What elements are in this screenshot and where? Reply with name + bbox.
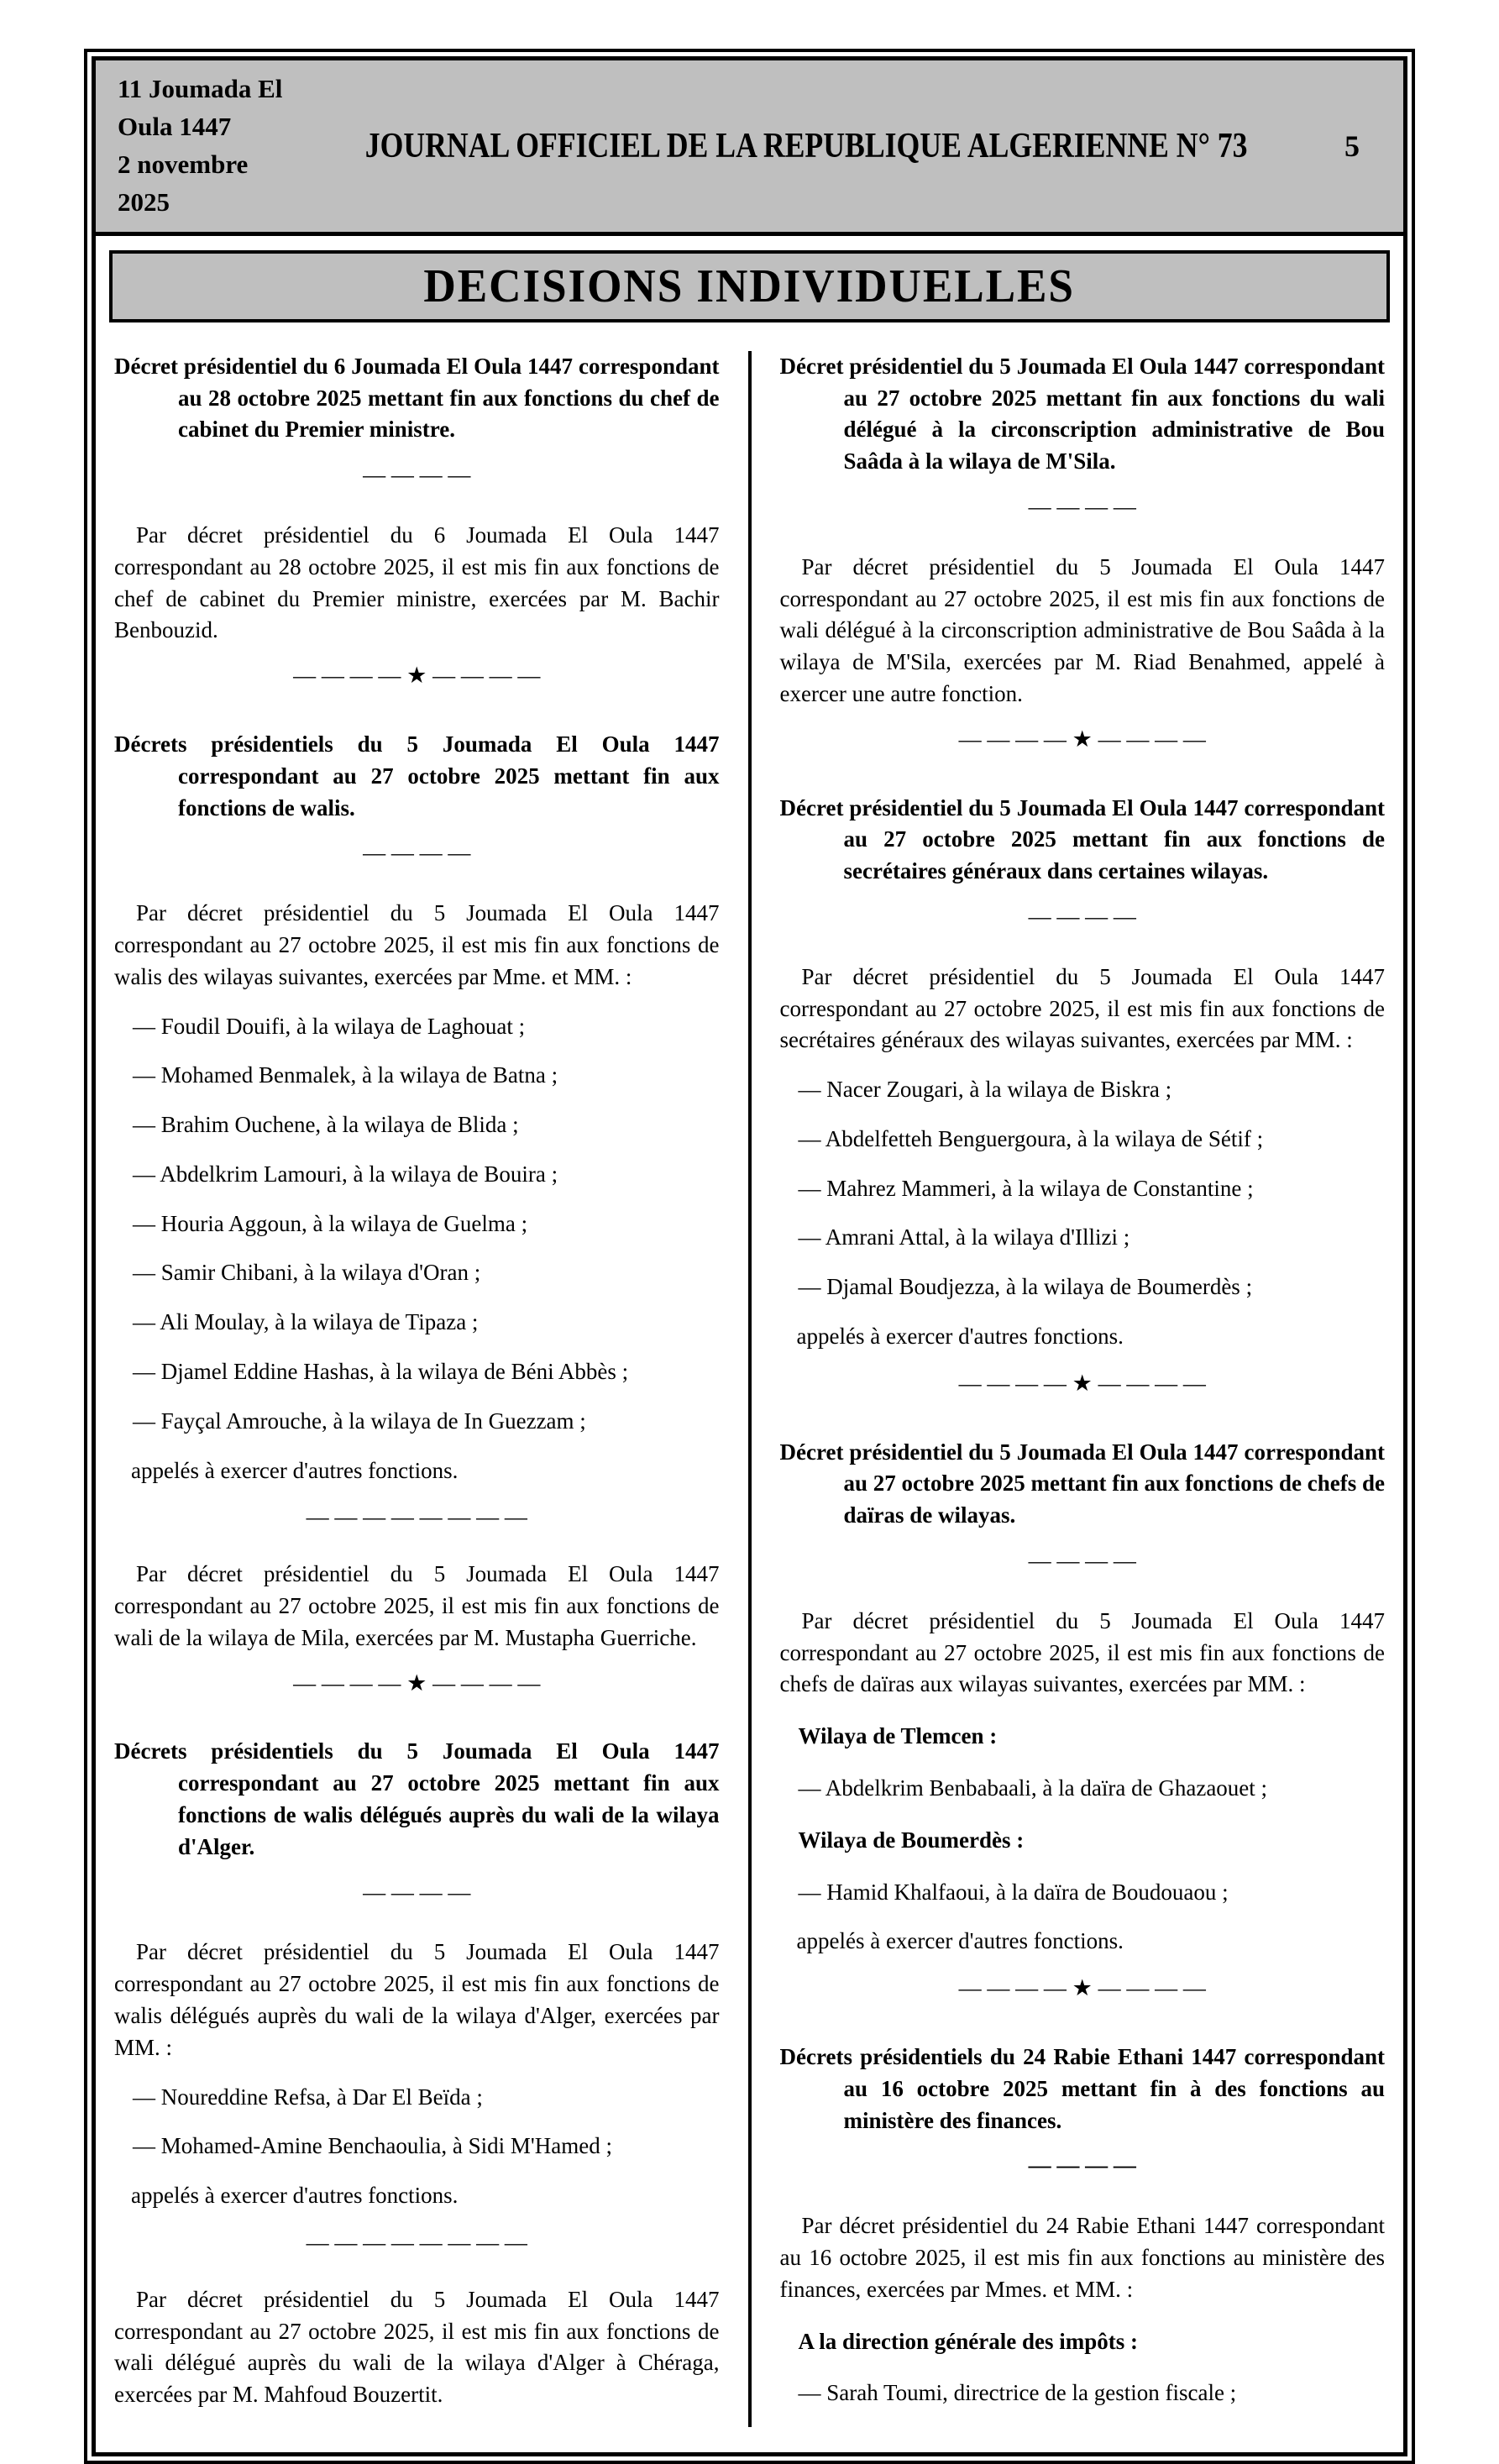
decree-heading: Décret présidentiel du 5 Joumada El Oula 1447 correspondant au 27 octobre 2025 mettant fin aux fonctions du wali délégué à la circonscription administrative de Bou Saâda à la wilaya de M'Sila. [779, 353, 1385, 474]
list-item: — Nacer Zougari, à la wilaya de Biskra ; [798, 1077, 1172, 1103]
separator-star: — — — — ★ — — — — [958, 726, 1206, 752]
decree-heading: Décrets présidentiels du 5 Joumada El Oula 1447 correspondant au 27 octobre 2025 mettant fin aux fonctions de walis délégués auprès du wali de la wilaya d'Alger. [114, 1738, 720, 1859]
journal-title: JOURNAL OFFICIEL DE LA REPUBLIQUE ALGERIENNE N° 73 [365, 126, 1248, 165]
closing-line: appelés à exercer d'autres fonctions. [131, 1457, 459, 1483]
decree-paragraph: Par décret présidentiel du 5 Joumada El Oula 1447 correspondant au 27 octobre 2025, il est mis fin aux fonctions de wali délégué à la circonscription administrative de Bou Saâda à la wilaya de M'Sila, exercées par M. Riad Benahmed, appelé à exercer une autre fonction. [779, 553, 1385, 706]
column-left [114, 351, 720, 2427]
list-item: — Hamid Khalfaoui, à la daïra de Boudouaou ; [798, 1879, 1229, 1905]
decree-heading: Décrets présidentiels du 5 Joumada El Oula 1447 correspondant au 27 octobre 2025 mettant fin aux fonctions de walis. [114, 731, 720, 820]
page-frame [84, 49, 1415, 2464]
list-item: — Noureddine Refsa, à Dar El Beïda ; [133, 2084, 483, 2110]
page-frame-inner [92, 56, 1407, 2456]
group-subheading: Wilaya de Tlemcen : [798, 1723, 998, 1749]
decree-heading: Décret présidentiel du 5 Joumada El Oula 1447 correspondant au 27 octobre 2025 mettant fin aux fonctions de secrétaires généraux dans certaines wilayas. [779, 794, 1385, 884]
separator-dashes-long: — — — — — — — — [306, 1504, 527, 1530]
list-item: — Abdelkrim Benbabaali, à la daïra de Ghazaouet ; [798, 1775, 1268, 1801]
decree-paragraph: Par décret présidentiel du 5 Joumada El Oula 1447 correspondant au 27 octobre 2025, il est mis fin aux fonctions de wali de la wilaya de Mila, exercées par M. Mustapha Guerriche. [114, 1561, 720, 1650]
separator-dashes: — — — — [363, 1879, 471, 1905]
list-item: — Ali Moulay, à la wilaya de Tipaza ; [133, 1309, 479, 1335]
list-item: — Djamel Eddine Hashas, à la wilaya de Béni Abbès ; [133, 1359, 629, 1385]
decree-heading: Décret présidentiel du 6 Joumada El Oula 1447 correspondant au 28 octobre 2025 mettant fin aux fonctions du chef de cabinet du Premier ministre. [114, 353, 720, 443]
list-item: — Foudil Douifi, à la wilaya de Laghouat ; [133, 1013, 526, 1039]
decree-heading: Décret présidentiel du 5 Joumada El Oula 1447 correspondant au 27 octobre 2025 mettant fin aux fonctions de chefs de daïras de wilayas. [779, 1439, 1385, 1528]
group-subheading: Wilaya de Boumerdès : [798, 1827, 1025, 1853]
separator-dashes: — — — — [1028, 1548, 1136, 1574]
list-item: — Mahrez Mammeri, à la wilaya de Constantine ; [798, 1175, 1254, 1201]
section-banner [109, 250, 1390, 322]
page-number: 5 [1344, 128, 1360, 163]
list-item: — Samir Chibani, à la wilaya d'Oran ; [133, 1260, 481, 1286]
decree-paragraph: Par décret présidentiel du 24 Rabie Ethani 1447 correspondant au 16 octobre 2025, il est mis fin aux fonctions au ministère des finances, exercées par Mmes. et MM. : [779, 2213, 1385, 2302]
separator-dashes: — — — — [1028, 493, 1136, 519]
closing-line: appelés à exercer d'autres fonctions. [796, 1928, 1124, 1954]
journal-title-wrap [287, 126, 1325, 166]
list-item: — Houria Aggoun, à la wilaya de Guelma ; [133, 1210, 528, 1236]
separator-dashes: — — — — [363, 462, 471, 488]
list-item: — Djamal Boudjezza, à la wilaya de Boumerdès ; [798, 1274, 1253, 1300]
decree-paragraph: Par décret présidentiel du 5 Joumada El Oula 1447 correspondant au 27 octobre 2025, il est mis fin aux fonctions de walis des wilayas suivantes, exercées par Mme. et MM. : [114, 900, 720, 989]
separator-dashes: — — — — [1028, 903, 1136, 929]
decree-paragraph: Par décret présidentiel du 5 Joumada El Oula 1447 correspondant au 27 octobre 2025, il est mis fin aux fonctions de secrétaires généraux des wilayas suivantes, exercées par MM. : [779, 963, 1385, 1053]
separator-star: — — — — ★ — — — — [293, 663, 541, 689]
group-subheading: A la direction générale des impôts : [798, 2328, 1138, 2354]
separator-star: — — — — ★ — — — — [958, 1975, 1206, 2001]
separator-star: — — — — ★ — — — — [293, 1670, 541, 1696]
decree-heading: Décrets présidentiels du 24 Rabie Ethani 1447 correspondant au 16 octobre 2025 mettant fin à des fonctions au ministère des finances. [779, 2044, 1385, 2133]
separator-dashes: — — — — [1028, 2152, 1136, 2178]
date-hijri: 11 Joumada El Oula 1447 [118, 74, 283, 141]
closing-line: appelés à exercer d'autres fonctions. [796, 1324, 1124, 1350]
column-right [780, 351, 1386, 2427]
page-header [96, 60, 1403, 236]
list-item: — Mohamed-Amine Benchaoulia, à Sidi M'Hamed ; [133, 2133, 612, 2159]
closing-line: appelés à exercer d'autres fonctions. [131, 2183, 459, 2209]
list-item: — Fayçal Amrouche, à la wilaya de In Guezzam ; [133, 1408, 586, 1434]
separator-dashes: — — — — [363, 840, 471, 866]
decree-paragraph: Par décret présidentiel du 5 Joumada El Oula 1447 correspondant au 27 octobre 2025, il est mis fin aux fonctions de walis délégués auprès du wali de la wilaya d'Alger, exercées par MM. : [114, 1939, 720, 2060]
column-divider [748, 351, 752, 2427]
decree-paragraph: Par décret présidentiel du 6 Joumada El Oula 1447 correspondant au 28 octobre 2025, il est mis fin aux fonctions de chef de cabinet du Premier ministre, exercées par M. Bachir Benbouzid. [114, 522, 720, 643]
list-item: — Abdelkrim Lamouri, à la wilaya de Bouira ; [133, 1161, 558, 1187]
content-columns [96, 322, 1403, 2452]
decree-paragraph: Par décret présidentiel du 5 Joumada El Oula 1447 correspondant au 27 octobre 2025, il est mis fin aux fonctions de wali délégué auprès du wali de la wilaya d'Alger à Chéraga, exercées par M. Mahfoud Bouzertit. [114, 2286, 720, 2408]
date-gregorian: 2 novembre 2025 [118, 149, 249, 217]
section-banner-title: DECISIONS INDIVIDUELLES [423, 260, 1076, 312]
list-item: — Mohamed Benmalek, à la wilaya de Batna ; [133, 1062, 558, 1088]
list-item: — Sarah Toumi, directrice de la gestion fiscale ; [798, 2380, 1237, 2406]
list-item: — Brahim Ouchene, à la wilaya de Blida ; [133, 1112, 519, 1138]
decree-paragraph: Par décret présidentiel du 5 Joumada El Oula 1447 correspondant au 27 octobre 2025, il est mis fin aux fonctions de chefs de daïras aux wilayas suivantes, exercées par MM. : [779, 1607, 1385, 1697]
separator-star: — — — — ★ — — — — [958, 1370, 1206, 1396]
header-dates [118, 71, 287, 222]
list-item: — Abdelfetteh Benguergoura, à la wilaya de Sétif ; [798, 1125, 1264, 1151]
list-item: — Amrani Attal, à la wilaya d'Illizi ; [798, 1224, 1130, 1250]
separator-dashes-long: — — — — — — — — [306, 2230, 527, 2256]
